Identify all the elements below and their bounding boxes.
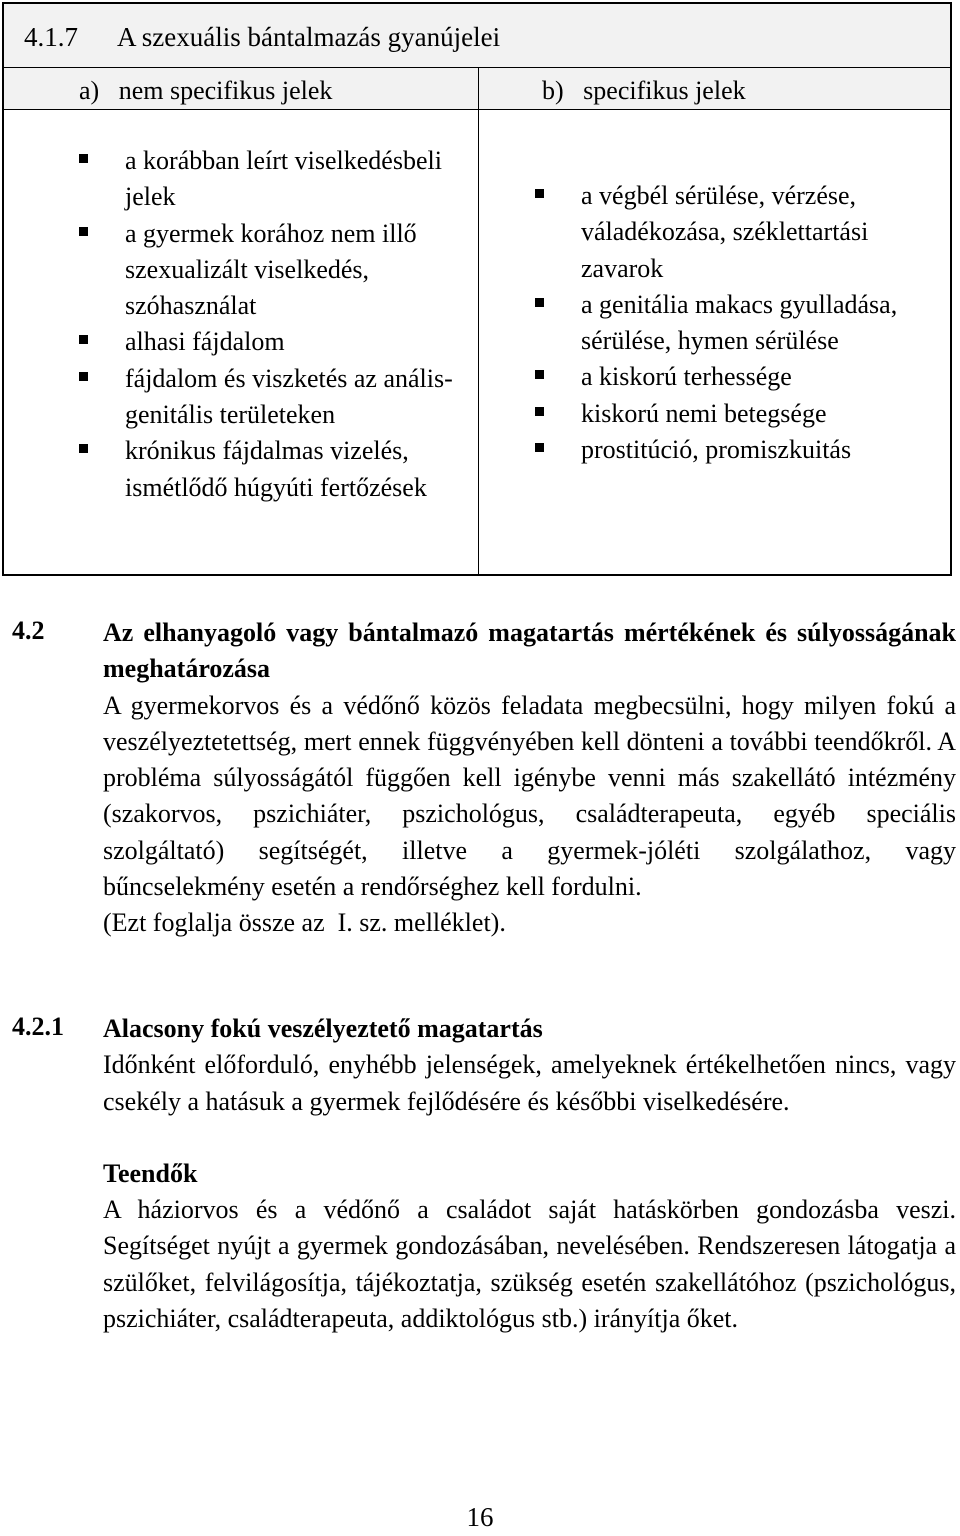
square-bullet-icon — [79, 154, 88, 163]
square-bullet-icon — [535, 298, 544, 307]
table-title: A szexuális bántalmazás gyanújelei — [117, 22, 501, 52]
page-number: 16 — [466, 1502, 494, 1532]
todo-paragraph: A háziorvos és a védőnő a családot saját hatáskörben gondozásba veszi. Segítséget nyújt a gyermek gondozásában, nevelésében. Rendszeresen látogatja a szülőket, felvilágosítja, tájékoztatja, szükség esetén szakellátóhoz (pszichológus, pszichiáter, családterapeuta, addiktológus stb.) irányítja őket. — [103, 1195, 956, 1334]
square-bullet-icon — [535, 370, 544, 379]
list-item: a genitália makacs gyulladása, sérülése, hymen sérülése — [535, 287, 955, 360]
list-item: a végbél sérülése, vérzése, váladékozása, széklettartási zavarok — [535, 178, 955, 287]
specific-signs-list — [535, 178, 955, 468]
square-bullet-icon — [535, 443, 544, 452]
square-bullet-icon — [79, 227, 88, 236]
section-note: (Ezt foglalja össze az I. sz. melléklet). — [103, 908, 506, 938]
section-heading: Az elhanyagoló vagy bántalmazó magatartás mértékének és súlyosságának meghatározása — [103, 618, 956, 684]
table-title-row — [4, 4, 950, 68]
list-item: a korábban leírt viselkedésbeli jelek — [79, 143, 469, 216]
section-number: 4.2 — [12, 616, 45, 645]
todo-heading: Teendők — [103, 1158, 198, 1188]
list-item: kiskorú nemi betegsége — [535, 396, 955, 432]
list-item: alhasi fájdalom — [79, 324, 469, 360]
table-header-row — [4, 68, 950, 110]
table-section-number: 4.1.7 — [24, 22, 78, 52]
column-divider — [478, 68, 479, 576]
list-item: krónikus fájdalmas vizelés, ismétlődő húgyúti fertőzések — [79, 433, 469, 506]
nonspecific-signs-list — [79, 143, 469, 506]
square-bullet-icon — [79, 372, 88, 381]
column-a-heading: a) nem specifikus jelek — [79, 76, 333, 105]
square-bullet-icon — [79, 444, 88, 453]
square-bullet-icon — [535, 407, 544, 416]
square-bullet-icon — [535, 189, 544, 198]
section-paragraph: A gyermekorvos és a védőnő közös feladata megbecsülni, hogy milyen fokú a veszélyeztetettség, mert ennek függvényében kell dönteni a további teendőkről. A probléma súlyosságától függően kell igénybe venni más szakellátó intézmény (szakorvos, pszichiáter, pszichológus, családterapeuta, egyéb speciális szolgáltató) segítségét, illetve a gyermek-jóléti szolgálathoz, vagy bűncselekmény esetén a rendőrséghez kell fordulni. — [103, 690, 956, 902]
section-number: 4.2.1 — [12, 1012, 64, 1041]
list-item: a kiskorú terhessége — [535, 359, 955, 395]
square-bullet-icon — [79, 335, 88, 344]
column-b-heading: b) specifikus jelek — [542, 76, 746, 105]
list-item: prostitúció, promiszkuitás — [535, 432, 955, 468]
section-paragraph: Időnként előforduló, enyhébb jelenségek, amelyeknek értékelhetően nincs, vagy csekély a hatásuk a gyermek fejlődésére és későbbi viselkedésére. — [103, 1050, 956, 1116]
list-item: fájdalom és viszketés az anális-genitális területeken — [79, 361, 469, 434]
list-item: a gyermek korához nem illő szexualizált viselkedés, szóhasználat — [79, 216, 469, 325]
section-heading: Alacsony fokú veszélyeztető magatartás — [103, 1014, 543, 1043]
